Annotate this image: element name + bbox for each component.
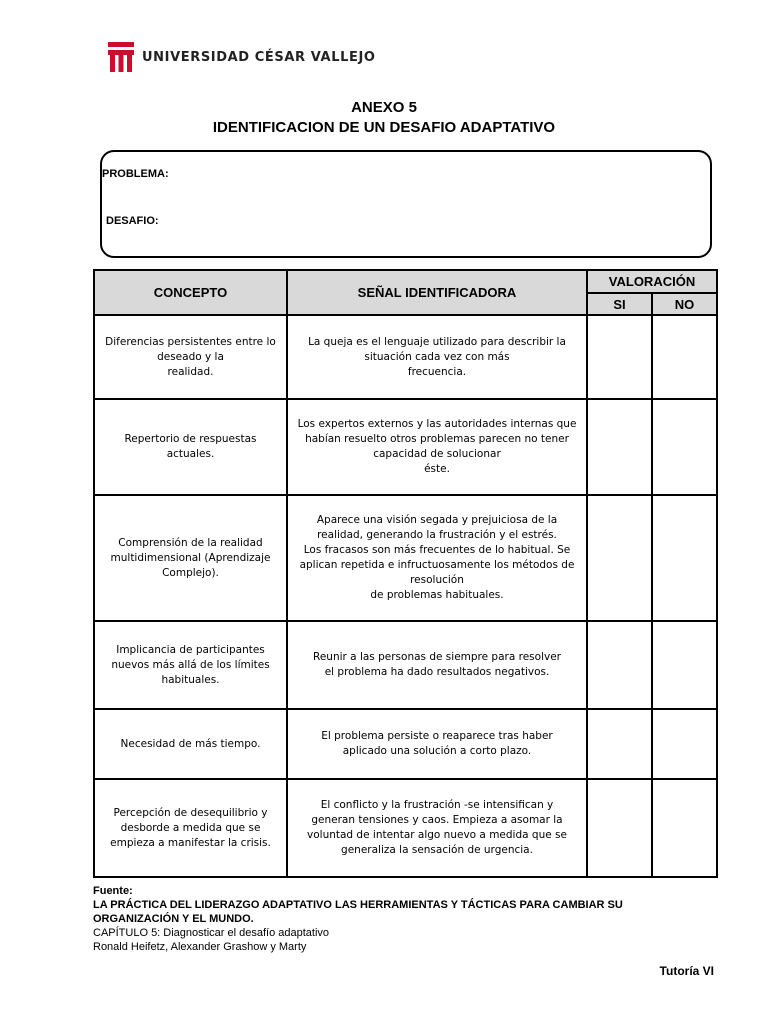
no-checkbox-cell[interactable] [652,495,717,621]
no-checkbox-cell[interactable] [652,709,717,779]
logo-text: UNIVERSIDAD CÉSAR VALLEJO [142,49,376,65]
concepto-cell [94,709,287,779]
concepto-cell-text: Comprensión de la realidad multidimensional (Aprendizaje Complejo). [110,536,271,579]
no-checkbox-cell[interactable] [652,779,717,877]
header-senal: SEÑAL IDENTIFICADORA [287,270,587,315]
si-checkbox-cell[interactable] [587,621,652,709]
header-si: SI [587,293,652,315]
senal-cell [287,399,587,495]
si-checkbox-cell[interactable] [587,779,652,877]
table-row [94,315,717,399]
footer-label: Tutoría VI [659,964,714,978]
source-block [93,884,693,954]
senal-cell [287,495,587,621]
si-checkbox-cell[interactable] [587,399,652,495]
senal-cell-text: Aparece una visión segada y prejuiciosa de la realidad, generando la frustración y el estrés. Los fracasos son más frecuentes de lo habitual. Se aplican repetida e infructuosamente los métodos de resolución de problemas habituales. [299,514,575,601]
senal-cell-text: El problema persiste o reaparece tras haber aplicado una solución a corto plazo. [321,730,553,757]
concepto-cell [94,495,287,621]
table-row [94,621,717,709]
concepto-cell-text: Percepción de desequilibrio y desborde a medida que se empieza a manifestar la crisis. [110,806,271,849]
header-concepto: CONCEPTO [94,270,287,315]
concepto-cell [94,399,287,495]
no-checkbox-cell[interactable] [652,399,717,495]
si-checkbox-cell[interactable] [587,495,652,621]
problema-label: PROBLEMA: [102,168,169,180]
concepto-cell-text: Repertorio de respuestas actuales. [124,433,257,460]
header-no: NO [652,293,717,315]
senal-cell [287,709,587,779]
concepto-cell-text: Implicancia de participantes nuevos más allá de los límites habituales. [111,643,270,686]
source-authors: Ronald Heifetz, Alexander Grashow y Marty [93,941,307,953]
senal-cell-text: Reunir a las personas de siempre para resolver el problema ha dado resultados negativos. [313,651,561,678]
no-checkbox-cell[interactable] [652,315,717,399]
concepto-cell [94,315,287,399]
ucv-shield-icon [108,42,134,72]
senal-cell-text: El conflicto y la frustración -se intensifican y generan tensiones y caos. Empieza a asomar la voluntad de intentar algo nuevo a medida que se generaliza la sensación de urgencia. [307,799,567,856]
senal-cell-text: La queja es el lenguaje utilizado para describir la situación cada vez con más frecuencia. [308,335,566,378]
concepto-cell [94,621,287,709]
no-checkbox-cell[interactable] [652,621,717,709]
senal-cell [287,315,587,399]
source-chapter: CAPÍTULO 5: Diagnosticar el desafío adaptativo [93,927,330,939]
senal-cell [287,621,587,709]
concepto-cell-text: Diferencias persistentes entre lo deseado y la realidad. [105,335,276,378]
challenge-table [93,269,718,878]
header-valoracion: VALORACIÓN [587,270,717,293]
si-checkbox-cell[interactable] [587,315,652,399]
document-title: IDENTIFICACION DE UN DESAFIO ADAPTATIVO [212,119,556,136]
source-book: LA PRÁCTICA DEL LIDERAZGO ADAPTATIVO LAS HERRAMIENTAS Y TÁCTICAS PARA CAMBIAR SU ORGANIZACIÓN Y EL MUNDO. [93,899,623,925]
senal-cell [287,779,587,877]
source-label: Fuente: [93,885,133,897]
problem-box [100,150,712,258]
senal-cell-text: Los expertos externos y las autoridades internas que habían resuelto otros problemas parecen no tener capacidad de solucionar éste. [297,418,577,475]
table-row [94,495,717,621]
table-row [94,779,717,877]
university-logo [108,42,376,72]
concepto-cell [94,779,287,877]
concepto-cell-text: Necesidad de más tiempo. [120,737,261,750]
si-checkbox-cell[interactable] [587,709,652,779]
desafio-label: DESAFIO: [106,215,159,227]
table-row [94,399,717,495]
annex-title: ANEXO 5 [351,99,417,116]
table-row [94,709,717,779]
